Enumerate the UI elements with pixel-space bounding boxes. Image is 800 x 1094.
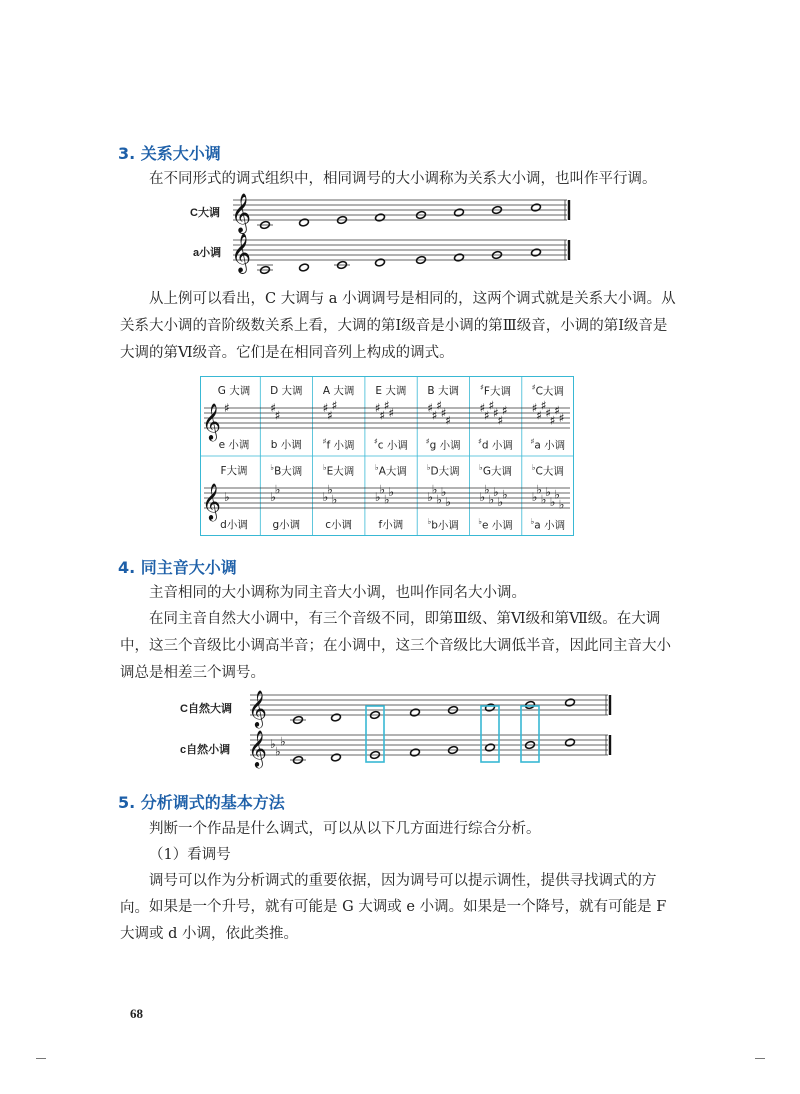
whole-note	[454, 253, 465, 262]
flat-icon: ♭	[374, 463, 379, 472]
key-label-text: B大调	[274, 465, 303, 478]
sharp-icon: ♯	[383, 398, 390, 413]
key-label-major	[522, 383, 574, 399]
flat-icon: ♭	[493, 485, 499, 499]
key-label-major	[522, 463, 574, 479]
key-label-text: E大调	[326, 465, 355, 478]
whole-note	[299, 218, 310, 227]
flat-icon: ♭	[484, 482, 490, 497]
sharp-icon: ♯	[445, 413, 452, 428]
section-4-paragraph-1: 主音相同的大小调称为同主音大小调，也叫作同名大小调。	[149, 585, 526, 601]
key-label-minor	[365, 437, 417, 453]
flat-icon: ♭	[224, 490, 230, 504]
highlight-box	[481, 706, 499, 762]
key-label-major	[470, 463, 522, 479]
flat-icon: ♭	[327, 482, 333, 497]
whole-note	[375, 213, 386, 222]
flat-icon: ♭	[270, 737, 276, 751]
flat-icon: ♭	[488, 492, 495, 507]
key-label-major	[470, 383, 522, 399]
sharp-icon: ♯	[502, 403, 508, 418]
sharp-icon: ♯	[322, 401, 329, 415]
flat-icon: ♭	[270, 490, 276, 504]
flat-icon: ♭	[502, 487, 508, 502]
parallel-keys-staff	[240, 685, 620, 770]
whole-note	[565, 698, 576, 707]
key-label-text: A大调	[378, 465, 407, 478]
whole-note	[531, 203, 542, 212]
sharp-icon: ♯	[530, 437, 535, 446]
key-label-text: f小调	[378, 519, 404, 531]
sharp-icon: ♯	[425, 437, 430, 446]
key-label-major	[260, 463, 312, 479]
flat-icon: ♭	[531, 463, 536, 472]
flat-icon: ♭	[545, 485, 551, 499]
section-3-paragraph-1: 在不同形式的调式组织中，相同调号的大小调称为关系大小调，也叫作平行调。	[149, 171, 657, 187]
flat-icon: ♭	[536, 482, 542, 497]
flat-icon: ♭	[280, 734, 286, 749]
key-label-text: B 大调	[427, 385, 459, 397]
key-label-text: E 大调	[375, 385, 407, 397]
flat-icon: ♭	[427, 517, 432, 526]
sharp-icon: ♯	[274, 408, 281, 423]
sharp-icon: ♯	[327, 408, 333, 423]
flat-icon: ♭	[388, 485, 395, 499]
key-label-major	[417, 383, 469, 398]
key-label-text: G 大调	[217, 385, 251, 397]
sharp-icon: ♯	[431, 408, 438, 423]
flat-icon: ♭	[270, 463, 275, 472]
sharp-icon: ♯	[488, 398, 495, 413]
highlight-box	[366, 706, 384, 762]
flat-icon: ♭	[426, 463, 431, 472]
sharp-icon: ♯	[224, 401, 230, 415]
flat-icon: ♭	[440, 485, 447, 499]
flat-icon: ♭	[436, 492, 442, 507]
key-label-minor	[208, 517, 260, 532]
treble-clef-icon: 𝄞	[231, 193, 252, 233]
flat-icon: ♭	[554, 487, 560, 502]
key-label-text: C大调	[535, 465, 564, 478]
sharp-icon: ♯	[436, 398, 443, 413]
key-label-text: D 大调	[270, 385, 303, 397]
sharp-icon: ♯	[270, 401, 277, 415]
sharp-icon: ♯	[331, 398, 338, 413]
flat-icon: ♭	[479, 490, 486, 504]
key-label-text: a 小调	[534, 439, 566, 452]
key-label-major	[313, 383, 365, 398]
crop-mark-left	[36, 1058, 46, 1059]
whole-note	[565, 738, 576, 747]
highlight-box	[521, 706, 539, 762]
key-label-minor	[260, 517, 312, 532]
flat-icon: ♭	[540, 492, 547, 507]
flat-icon: ♭	[427, 490, 433, 504]
key-label-text: d小调	[220, 519, 248, 531]
key-label-text: D大调	[430, 465, 460, 478]
flat-icon: ♭	[322, 463, 327, 472]
whole-note	[531, 248, 542, 257]
whole-note	[485, 703, 496, 712]
flat-icon: ♭	[479, 463, 483, 472]
key-label-minor	[313, 437, 365, 453]
flat-icon: ♭	[431, 482, 438, 497]
section-4-title: 4. 同主音大小调	[118, 558, 237, 577]
key-label-major	[208, 463, 260, 478]
flat-icon: ♭	[374, 490, 381, 504]
section-5-title: 5. 分析调式的基本方法	[118, 793, 285, 812]
crop-mark-right	[755, 1058, 765, 1059]
flat-icon: ♭	[478, 517, 482, 526]
key-label-text: b小调	[431, 519, 459, 532]
sharp-icon: ♯	[531, 401, 538, 415]
key-label-text: c 小调	[377, 439, 408, 452]
key-label-minor	[522, 437, 574, 453]
key-label-text: g小调	[272, 519, 301, 531]
whole-note	[299, 263, 310, 272]
staff-label-a-minor: a小调	[193, 247, 222, 259]
treble-clef-icon: 𝄞	[248, 689, 267, 727]
key-label-major	[260, 383, 312, 398]
sharp-icon: ♯	[480, 383, 484, 392]
whole-note	[410, 748, 421, 757]
sharp-icon: ♯	[479, 401, 486, 415]
flat-icon: ♭	[383, 492, 390, 507]
key-label-text: g 小调	[429, 439, 461, 452]
key-label-minor	[417, 517, 469, 533]
sharp-icon: ♯	[388, 406, 395, 420]
sharp-icon: ♯	[322, 437, 327, 446]
flat-icon: ♭	[445, 495, 451, 509]
sharp-icon: ♯	[440, 406, 447, 420]
relative-keys-staff	[225, 190, 580, 280]
key-label-text: a 小调	[534, 519, 566, 532]
sharp-icon: ♯	[531, 383, 536, 392]
flat-icon: ♭	[530, 517, 535, 526]
section-3-paragraph-2: 从上例可以看出，C 大调与 a 小调调号是相同的，这两个调式就是关系大小调。从关系大小调的音阶级数关系上看，大调的第Ⅰ级音是小调的第Ⅲ级音，小调的第Ⅰ级音是大调的第Ⅵ级音。它们是在相同音列上构成的调式。	[120, 291, 676, 361]
key-label-minor	[522, 517, 574, 533]
key-label-minor	[260, 437, 312, 452]
section-4-paragraph-2: 在同主音自然大小调中，有三个音级不同，即第Ⅲ级、第Ⅵ级和第Ⅶ级。在大调中，这三个音级比小调高半音；在小调中，这三个音级比大调低半音，因此同主音大小调总是相差三个调号。	[120, 611, 671, 681]
flat-icon: ♭	[497, 495, 504, 509]
sharp-icon: ♯	[427, 401, 434, 415]
flat-icon: ♭	[275, 744, 281, 759]
key-label-minor	[313, 517, 365, 532]
sharp-icon: ♯	[497, 413, 504, 428]
key-label-text: F大调	[220, 465, 248, 477]
sharp-icon: ♯	[478, 437, 482, 446]
staff-label-c-natural-major: C自然大调	[180, 703, 232, 715]
key-label-minor	[365, 517, 417, 532]
sharp-icon: ♯	[540, 398, 547, 413]
treble-clef-icon: 𝄞	[231, 233, 252, 273]
key-label-major	[417, 463, 469, 479]
sharp-icon: ♯	[554, 403, 561, 418]
flat-icon: ♭	[531, 490, 538, 504]
sharp-icon: ♯	[484, 408, 490, 423]
key-label-minor	[470, 437, 522, 453]
whole-note	[331, 753, 342, 762]
whole-note	[410, 708, 421, 717]
key-label-major	[365, 463, 417, 479]
treble-clef-icon: 𝄞	[202, 482, 221, 520]
whole-note	[375, 258, 386, 267]
key-label-text: G大调	[482, 465, 512, 478]
sharp-icon: ♯	[373, 437, 378, 446]
key-label-text: c小调	[325, 519, 352, 531]
key-label-text: f 小调	[326, 439, 355, 452]
section-5-paragraph-3: 调号可以作为分析调式的重要依据，因为调号可以提示调性，提供寻找调式的方向。	[120, 873, 657, 916]
key-label-major	[208, 383, 260, 398]
whole-note	[454, 208, 465, 217]
key-label-minor	[208, 437, 260, 452]
key-label-text: d 小调	[481, 439, 513, 452]
key-label-text: C大调	[535, 385, 564, 398]
staff-label-c-major: C大调	[190, 207, 220, 219]
section-5-paragraph-2: （1）看调号	[149, 847, 231, 863]
sharp-icon: ♯	[545, 406, 552, 420]
flat-icon: ♭	[549, 495, 556, 509]
key-signature-table	[200, 376, 574, 536]
key-table-grid	[200, 376, 574, 536]
sharp-icon: ♯	[374, 401, 381, 415]
sharp-icon: ♯	[536, 408, 543, 423]
sharp-icon: ♯	[549, 413, 556, 428]
sharp-icon: ♯	[493, 406, 499, 420]
key-label-major	[313, 463, 365, 479]
whole-note	[485, 743, 496, 752]
treble-clef-icon: 𝄞	[248, 729, 267, 767]
flat-icon: ♭	[274, 482, 281, 497]
flat-icon: ♭	[379, 482, 386, 497]
flat-icon: ♭	[322, 490, 329, 504]
flat-icon: ♭	[331, 492, 338, 507]
section-5-paragraph-1: 判断一个作品是什么调式，可以从以下几方面进行综合分析。	[149, 821, 541, 837]
flat-icon: ♭	[558, 497, 565, 512]
sharp-icon: ♯	[558, 411, 565, 425]
key-label-minor	[417, 437, 469, 453]
key-label-text: e 小调	[481, 519, 513, 532]
section-5-paragraph-4: 如果是一个升号，就有可能是 G 大调或 e 小调。如果是一个降号，就有可能是 F 大调或 d 小调，依此类推。	[120, 899, 667, 942]
key-label-text: F大调	[483, 385, 511, 398]
key-label-text: A 大调	[322, 385, 355, 397]
page-number: 68	[130, 1006, 143, 1021]
sharp-icon: ♯	[379, 408, 386, 423]
staff-label-c-natural-minor: c自然小调	[180, 744, 231, 756]
key-label-major	[365, 383, 417, 398]
key-label-text: e 小调	[218, 439, 250, 451]
key-label-text: b 小调	[270, 439, 302, 451]
section-3-title: 3. 关系大小调	[118, 144, 221, 163]
whole-note	[331, 713, 342, 722]
treble-clef-icon: 𝄞	[202, 402, 221, 440]
key-label-minor	[470, 517, 522, 533]
